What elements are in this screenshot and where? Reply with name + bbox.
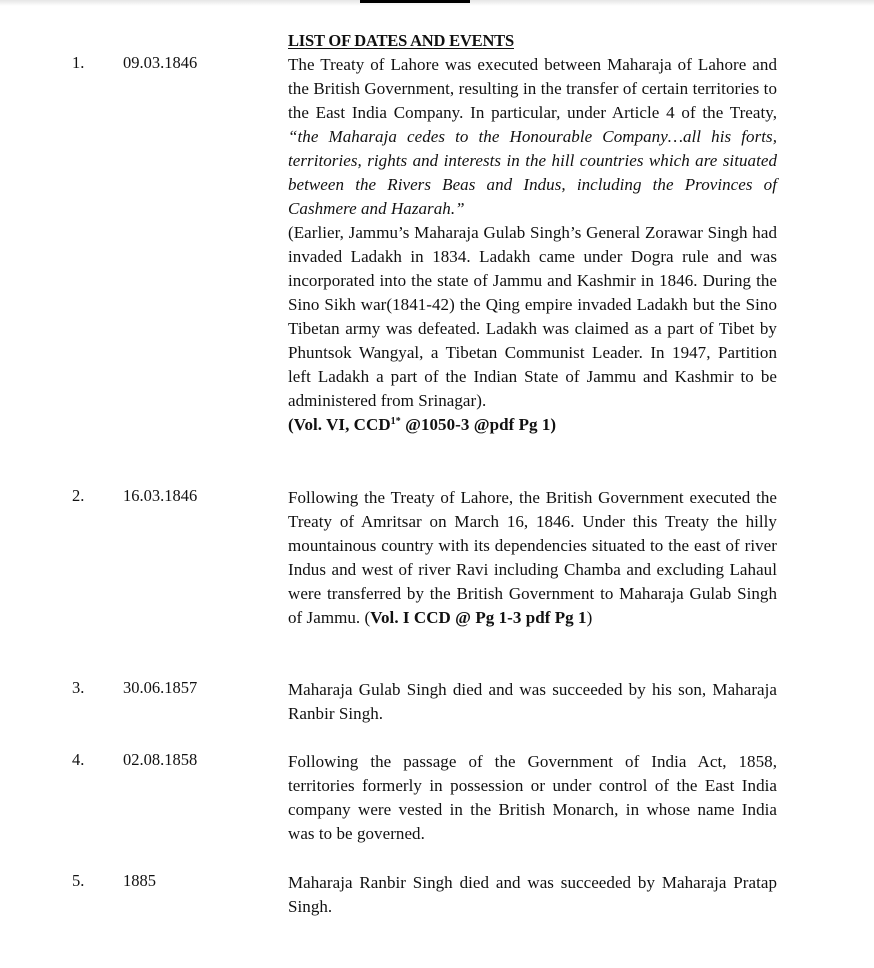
entry-description	[288, 486, 777, 630]
entry-number: 1.	[72, 53, 85, 72]
entry-number: 4.	[72, 750, 85, 769]
entry-paragraph	[288, 486, 777, 630]
entry-paragraph: Following the passage of the Government of India Act, 1858, territories formerly in possession or under control of the East India company were vested in the British Monarch, in whose name India was to be governed.	[288, 752, 777, 843]
entry-description	[288, 53, 777, 437]
entry-number: 2.	[72, 486, 85, 505]
entry-description	[288, 871, 777, 919]
entry-paragraph: Maharaja Ranbir Singh died and was succeeded by Maharaja Pratap Singh.	[288, 873, 777, 916]
entry-reference	[288, 413, 777, 437]
entry-description	[288, 678, 777, 726]
reference-text: Vol. I CCD @ Pg 1-3 pdf Pg 1	[370, 608, 587, 627]
top-underline-fragment	[360, 0, 470, 3]
entry-paragraph	[288, 53, 777, 221]
entry-date: 1885	[123, 871, 156, 890]
entry-paragraph	[288, 221, 777, 413]
paragraph-text: (Earlier, Jammu’s Maharaja Gulab Singh’s General Zorawar Singh had invaded Ladakh in 1834. Ladakh came under Dogra rule and was incorporated into the state of Jammu and Kashmir in 1846. During the Sino Sikh war(1841-42) the Qing empire invaded Ladakh but the Sino Tibetan army was defeated. Ladakh was claimed as a part of Tibet by Phuntsok Wangyal, a Tibetan Communist Leader. In 1947, Partition left Ladakh a part of the Indian State of Jammu and Kashmir to be administered from Srinagar).	[288, 223, 777, 410]
entry-description	[288, 750, 777, 846]
entry-paragraph: Maharaja Gulab Singh died and was succeeded by his son, Maharaja Ranbir Singh.	[288, 680, 777, 723]
entry-number: 5.	[72, 871, 85, 890]
entry-number: 3.	[72, 678, 85, 697]
footnote-marker[interactable]: 1*	[390, 416, 401, 427]
treaty-quote: “the Maharaja cedes to the Honourable Company…all his forts, territories, rights and interests in the hill countries which are situated between the Rivers Beas and Indus, including the Provinces of Cashmere and Hazarah.”	[288, 127, 777, 218]
reference-text: @1050-3 @pdf Pg 1)	[400, 415, 557, 434]
entry-date: 30.06.1857	[123, 678, 198, 697]
reference-text: (Vol. VI, CCD	[288, 415, 391, 434]
entry-date: 16.03.1846	[123, 486, 198, 505]
entry-date: 09.03.1846	[123, 53, 198, 72]
page-title: LIST OF DATES AND EVENTS	[288, 31, 514, 50]
paragraph-text: )	[586, 608, 593, 627]
entry-date: 02.08.1858	[123, 750, 198, 769]
paragraph-text: The Treaty of Lahore was executed between Maharaja of Lahore and the British Government, resulting in the transfer of certain territories to the East India Company. In particular, under Article 4 of the Treaty,	[288, 55, 777, 122]
paragraph-text: Following the Treaty of Lahore, the British Government executed the Treaty of Amritsar on March 16, 1846. Under this Treaty the hilly mountainous country with its dependencies situated to the east of river Indus and west of river Ravi including Chamba and excluding Lahaul were transferred by the British Government to Maharaja Gulab Singh of Jammu. (	[288, 488, 777, 627]
